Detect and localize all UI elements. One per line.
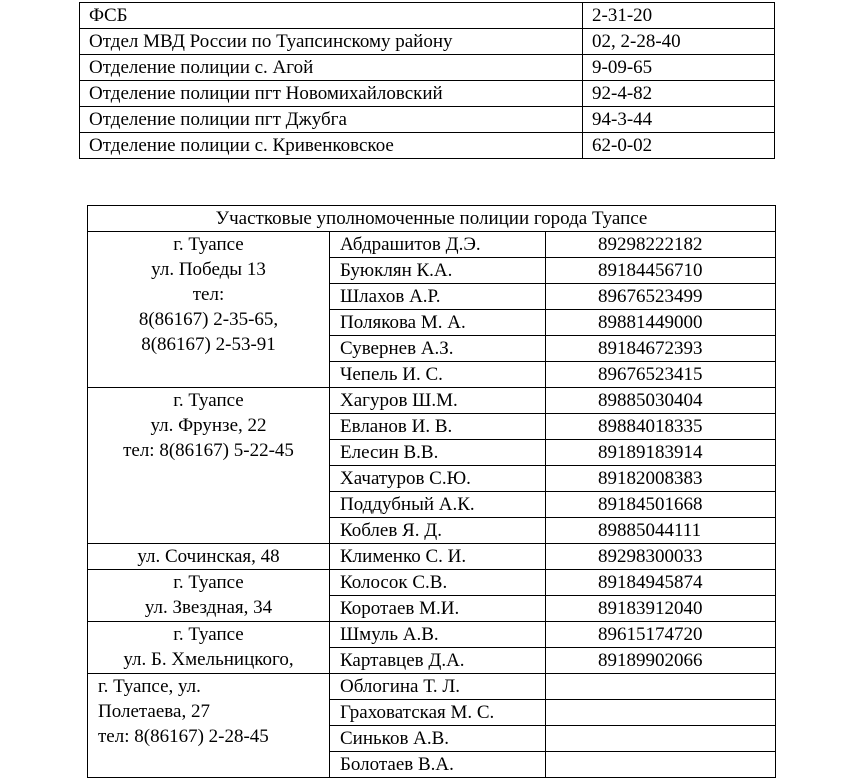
officer-phone	[546, 674, 776, 700]
service-name: Отделение полиции пгт Новомихайловский	[80, 81, 583, 107]
service-name: Отделение полиции с. Кривенковское	[80, 133, 583, 159]
address-line: Полетаева, 27	[98, 701, 210, 722]
officer-name: Чепель И. С.	[330, 362, 546, 388]
officer-name: Клименко С. И.	[330, 544, 546, 570]
service-phone: 94-3-44	[583, 107, 775, 133]
address-line: ул. Б. Хмельницкого,	[123, 649, 294, 670]
table-row	[88, 232, 776, 258]
table-row	[80, 3, 775, 29]
officer-phone: 89189902066	[546, 648, 776, 674]
address-line: г. Туапсе	[173, 234, 244, 255]
officer-phone: 89184672393	[546, 336, 776, 362]
officer-phone: 89298222182	[546, 232, 776, 258]
services-table	[79, 2, 775, 159]
officer-name: Облогина Т. Л.	[330, 674, 546, 700]
officer-phone: 89184501668	[546, 492, 776, 518]
officer-name: Поддубный А.К.	[330, 492, 546, 518]
precinct-address	[88, 570, 330, 622]
table-row	[80, 29, 775, 55]
table-row	[88, 622, 776, 648]
officer-phone: 89182008383	[546, 466, 776, 492]
officer-phone: 89184945874	[546, 570, 776, 596]
table-title-row	[88, 206, 776, 232]
officer-phone: 89881449000	[546, 310, 776, 336]
service-phone: 2-31-20	[583, 3, 775, 29]
table-row	[88, 388, 776, 414]
officer-phone: 89885030404	[546, 388, 776, 414]
service-name: Отдел МВД России по Туапсинскому району	[80, 29, 583, 55]
officer-phone	[546, 700, 776, 726]
precinct-address	[88, 544, 330, 570]
address-line: ул. Победы 13	[151, 259, 266, 280]
officer-name: Шмуль А.В.	[330, 622, 546, 648]
service-name: Отделение полиции пгт Джубга	[80, 107, 583, 133]
officer-phone	[546, 726, 776, 752]
officers-table	[87, 205, 776, 778]
service-phone: 9-09-65	[583, 55, 775, 81]
address-line: г. Туапсе	[173, 390, 244, 411]
officer-name: Хагуров Ш.М.	[330, 388, 546, 414]
address-line: ул. Звездная, 34	[144, 597, 273, 618]
officer-name: Болотаев В.А.	[330, 752, 546, 778]
officer-name: Полякова М. А.	[330, 310, 546, 336]
officer-name: Елесин В.В.	[330, 440, 546, 466]
address-line: ул. Сочинская, 48	[137, 546, 280, 567]
address-line: г. Туапсе	[173, 624, 244, 645]
service-phone: 02, 2-28-40	[583, 29, 775, 55]
address-line: тел: 8(86167) 2-28-45	[98, 726, 269, 747]
service-name: ФСБ	[80, 3, 583, 29]
address-line: тел: 8(86167) 5-22-45	[123, 440, 294, 461]
service-name: Отделение полиции с. Агой	[80, 55, 583, 81]
officer-phone: 89676523499	[546, 284, 776, 310]
officer-phone: 89676523415	[546, 362, 776, 388]
address-line: ул. Фрунзе, 22	[150, 415, 267, 436]
officer-name: Колосок С.В.	[330, 570, 546, 596]
officer-name: Абдрашитов Д.Э.	[330, 232, 546, 258]
address-line: 8(86167) 2-53-91	[141, 334, 276, 355]
precinct-address	[88, 622, 330, 674]
officer-phone: 89184456710	[546, 258, 776, 284]
table-row	[80, 133, 775, 159]
table-row	[80, 81, 775, 107]
table-row	[88, 544, 776, 570]
officer-name: Хачатуров С.Ю.	[330, 466, 546, 492]
officer-phone: 89615174720	[546, 622, 776, 648]
officer-phone: 89183912040	[546, 596, 776, 622]
table-row	[88, 570, 776, 596]
officer-name: Синьков А.В.	[330, 726, 546, 752]
service-phone: 62-0-02	[583, 133, 775, 159]
officer-name: Граховатская М. С.	[330, 700, 546, 726]
precinct-address	[88, 388, 330, 544]
address-line: г. Туапсе	[173, 572, 244, 593]
officer-name: Буюклян К.А.	[330, 258, 546, 284]
officer-name: Картавцев Д.А.	[330, 648, 546, 674]
officer-phone: 89298300033	[546, 544, 776, 570]
officer-name: Коротаев М.И.	[330, 596, 546, 622]
officer-name: Евланов И. В.	[330, 414, 546, 440]
address-line: 8(86167) 2-35-65,	[138, 309, 279, 330]
table-row	[80, 107, 775, 133]
officer-phone	[546, 752, 776, 778]
precinct-address	[88, 674, 330, 778]
address-line: тел:	[192, 284, 225, 305]
service-phone: 92-4-82	[583, 81, 775, 107]
precinct-address	[88, 232, 330, 388]
table-row	[88, 674, 776, 700]
table-row	[80, 55, 775, 81]
officer-name: Сувернев А.З.	[330, 336, 546, 362]
officer-phone: 89189183914	[546, 440, 776, 466]
officer-name: Коблев Я. Д.	[330, 518, 546, 544]
officer-phone: 89885044111	[546, 518, 776, 544]
address-line: г. Туапсе, ул.	[98, 676, 201, 697]
officer-name: Шлахов А.Р.	[330, 284, 546, 310]
table-title: Участковые уполномоченные полиции города Туапсе	[88, 206, 776, 232]
officer-phone: 89884018335	[546, 414, 776, 440]
